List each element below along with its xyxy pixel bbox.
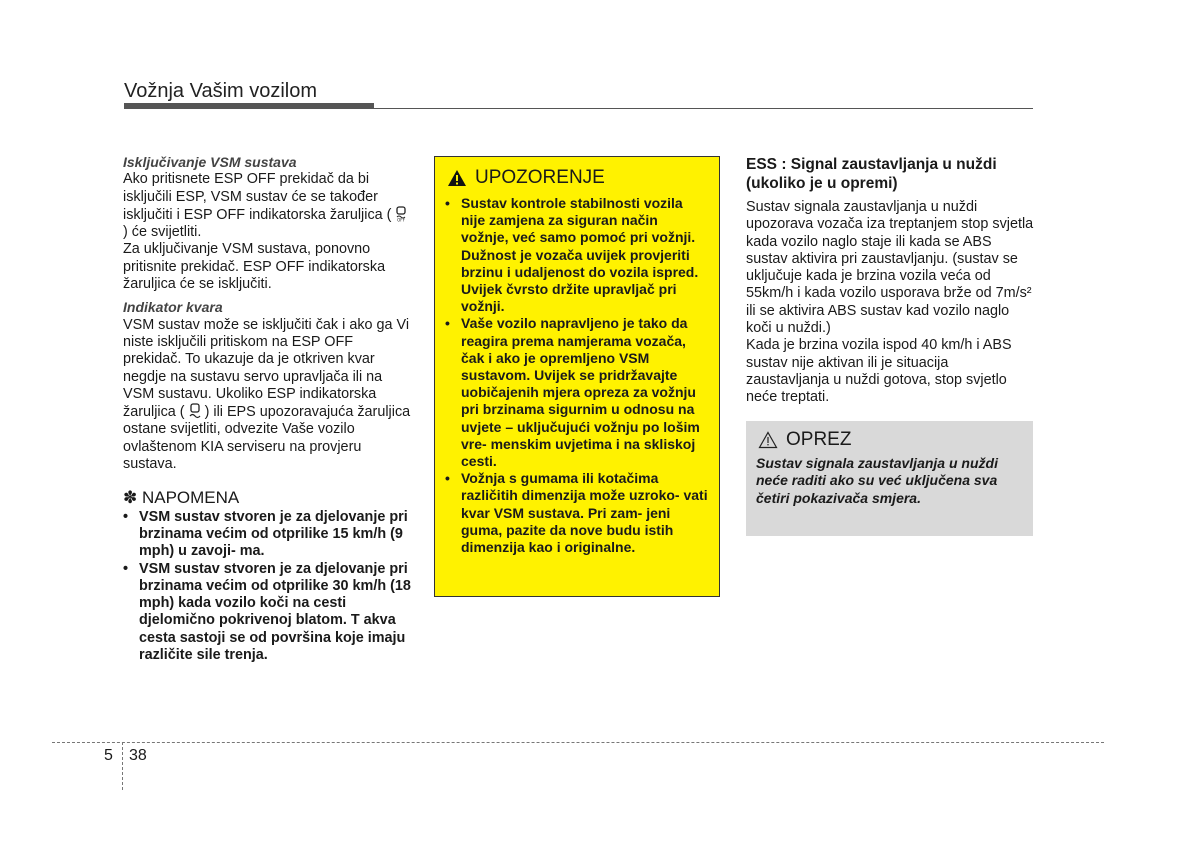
warning-triangle-icon [447,169,467,187]
section-title-malfunction: Indikator kvara [123,299,223,316]
caution-triangle-icon [758,431,778,449]
esp-indicator-icon [187,403,203,419]
paragraph-vsm-off [123,171,413,241]
ess-paragraph-1: Sustav signala zaustavljanja u nuždi upozorava vozača iza treptanjem stop svjetla kada vozilo naglo staje ili kada se ABS sustav aktivira pri zaustavljanju. (sustav se uključuje kada je brzina vozila veća od 55km/h i kada vozilo usporava brže od 7m/s² ili se aktivira ABS sustav kad vozilo naglo koči u nuždi.) [746,199,1034,337]
text: VSM sustav može se isključiti čak i ako ga Vi niste isključili pritiskom na ESP OFF prekidač. To ukazuje da je otkriven kvar negdje na sustavu servo upravljača ili na VSM sustavu. Ukoliko ESP indikatorska žaruljica ( [123,316,410,421]
chapter-number: 5 [104,747,113,764]
warning-box [434,156,720,597]
footer-divider [122,742,123,790]
header-rule [124,108,1033,109]
caution-title: OPREZ [786,429,852,450]
page-number: 38 [129,747,147,764]
right-column [746,155,1034,407]
warning-title: UPOZORENJE [475,167,605,188]
caution-text: Sustav signala zaustavljanja u nuždi neće raditi ako su već uključena sva četiri pokazivača smjera. [756,455,998,506]
note-title: ✽ NAPOMENA [123,488,240,508]
svg-text:OFF: OFF [397,217,406,222]
paragraph-vsm-on: Za uključivanje VSM sustava, ponovno pritisnite prekidač. ESP OFF indikatorska žaruljica će se isključiti. [123,241,386,293]
warning-item: • Vaše vozilo napravljeno je tako da reagira prema namjerama vozača, čak i ako je opremljeno VSM sustavom. Uvijek se pridržavajte uobičajenih mjera opreza za vožnju pri brzinama sigurnim u odnosu na uvjete – uključujući vožnju po lošim vre- menskim uvjetima i na skliskoj cesti. [445,315,709,470]
esp-off-indicator-icon [393,206,409,222]
left-column [123,154,413,664]
text: ) će svijetliti. [123,224,202,241]
warning-header [447,167,709,189]
note-item: • VSM sustav stvoren je za djelovanje pri brzinama većim od otprilike 15 km/h (9 mph) u zavoji- ma. [123,509,413,561]
warning-item: • Vožnja s gumama ili kotačima različitih dimenzija može uzroko- vati kvar VSM sustava. Pri zam- jeni guma, pazite da nove budu istih dimenzija kao i originalne. [445,470,709,556]
caution-header [758,429,1023,451]
footer-rule [52,742,1104,743]
ess-paragraph-2: Kada je brzina vozila ispod 40 km/h i ABS sustav nije aktivan ili je situacija zaustavljanja u nuždi gotova, stop svjetlo neće treptati. [746,337,1012,406]
note-list [123,509,413,665]
page-header-title: Vožnja Vašim vozilom [124,80,318,102]
text: Ako pritisnete ESP OFF prekidač da bi isključili ESP, VSM sustav će se također isključiti i ESP OFF indikatorska žaruljica ( [123,171,392,223]
note-item: • VSM sustav stvoren je za djelovanje pri brzinama većim od otprilike 30 km/h (18 mph) kada vozilo koči na cesti djelomično pokrivenoj blatom. T akva cesta sastoji se od površina koje imaju različite sile trenja. [123,561,413,665]
warning-list [445,195,709,556]
warning-item: • Sustav kontrole stabilnosti vozila nije zamjena za siguran način vožnje, već samo pomoć pri vožnji. Dužnost je vozača uvijek provjeriti brzinu i udaljenost do vozila ispred. Uvijek čvrsto držite upravljač pri vožnji. [445,195,709,315]
caution-box [746,421,1033,536]
text: ) ili EPS upozoravajuća žaruljica ostane svijetliti, odvezite Vaše vozilo ovlaštenom KIA serviseru na provjeru sustava. [123,404,411,473]
section-title-vsm-off: Isključivanje VSM sustava [123,154,297,170]
paragraph-malfunction [123,317,413,474]
ess-title: ESS : Signal zaustavljanja u nuždi (ukoliko je u opremi) [746,156,997,192]
